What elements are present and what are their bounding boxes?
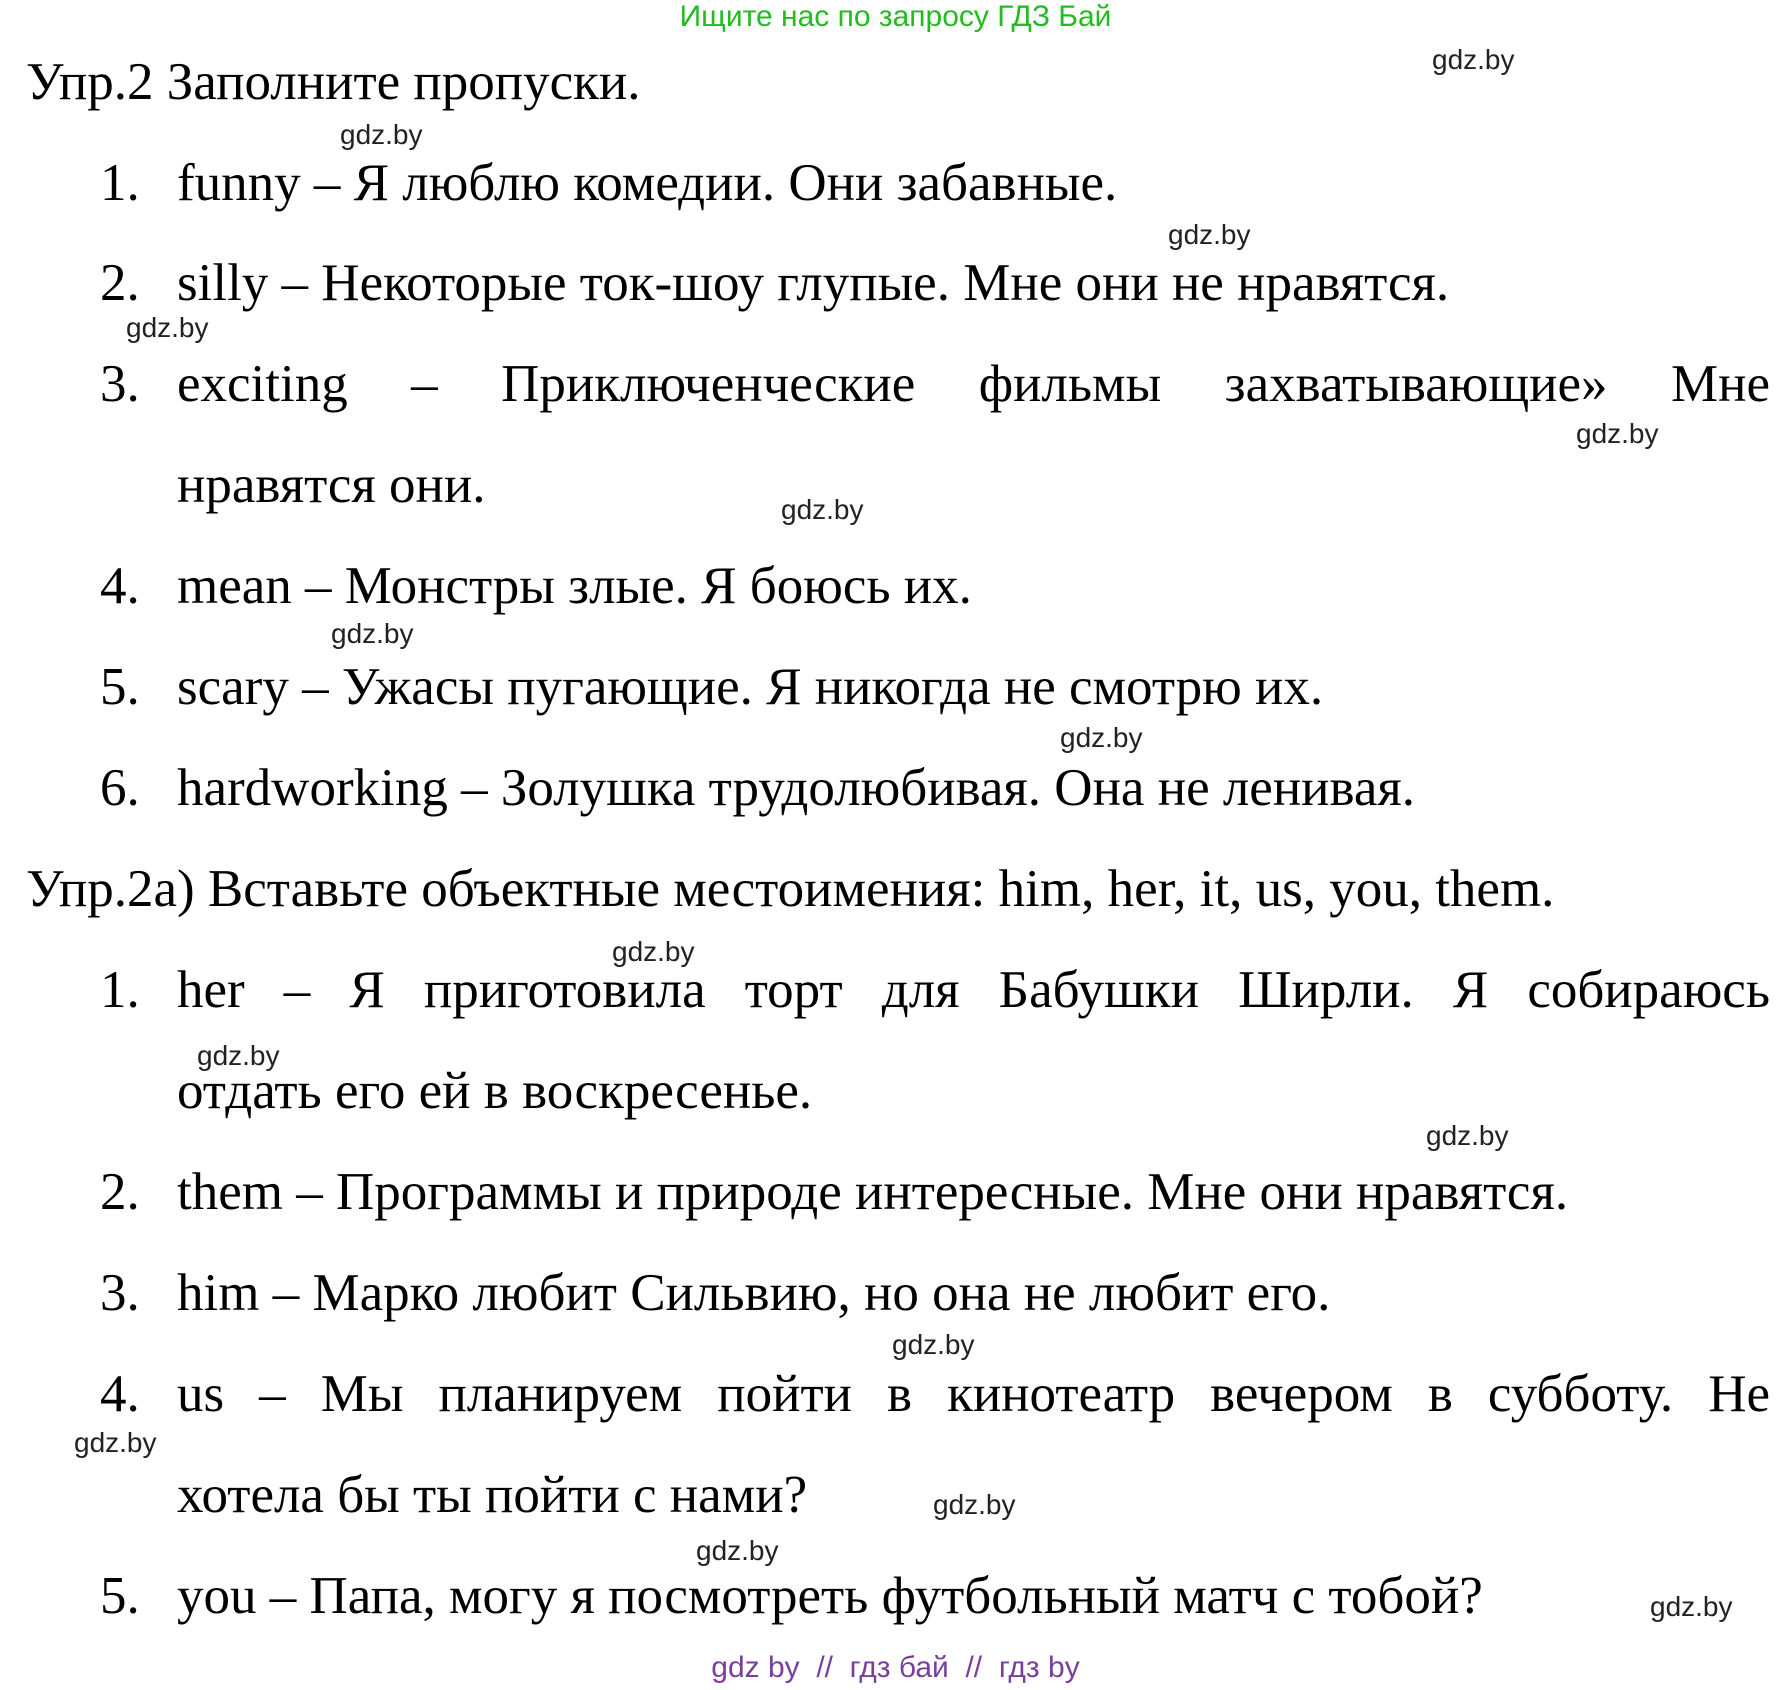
item-number: 3. [100,355,140,413]
item-number: 2. [100,1163,140,1221]
item-text: them – Программы и природе интересные. Мне они нравятся. [177,1163,1569,1221]
footer-links: gdz by // гдз бай // гдз by [711,1651,1080,1684]
item-text: him – Марко любит Сильвию, но она не любит его. [177,1264,1331,1322]
item-text: mean – Монстры злые. Я боюсь их. [177,557,972,615]
watermark: gdz.by [331,618,414,649]
item-number: 2. [100,254,140,312]
item-text: exciting – Приключенческие фильмы захватывающие» Мне [177,355,1770,413]
item-text: you – Папа, могу я посмотреть футбольный матч с тобой? [177,1567,1483,1625]
item-text: her – Я приготовила торт для Бабушки Ширли. Я собираюсь [177,961,1770,1019]
watermark: gdz.by [1426,1120,1509,1151]
item-text: hardworking – Золушка трудолюбивая. Она не ленивая. [177,759,1416,817]
watermark: gdz.by [1650,1591,1733,1622]
item-number: 3. [100,1264,140,1322]
watermark: gdz.by [1060,722,1143,753]
watermark: gdz.by [1432,44,1515,75]
section2-heading: Упр.2а) Вставьте объектные местоимения: him, her, it, us, you, them. [26,860,1555,918]
section1-heading: Упр.2 Заполните пропуски. [26,53,641,111]
item-text: silly – Некоторые ток-шоу глупые. Мне они не нравятся. [177,254,1450,312]
item-number: 4. [100,1365,140,1423]
watermark: gdz.by [197,1040,280,1071]
top-banner: Ищите нас по запросу ГДЗ Бай [679,0,1112,33]
item-text: us – Мы планируем пойти в кинотеатр вечером в субботу. Не [177,1365,1770,1423]
item-number: 4. [100,557,140,615]
item-continuation: отдать его ей в воскресенье. [177,1062,813,1120]
watermark: gdz.by [781,494,864,525]
item-text: scary – Ужасы пугающие. Я никогда не смотрю их. [177,658,1324,716]
item-number: 1. [100,154,140,212]
item-text: funny – Я люблю комедии. Они забавные. [177,154,1118,212]
item-number: 5. [100,1567,140,1625]
watermark: gdz.by [1576,418,1659,449]
watermark: gdz.by [74,1427,157,1458]
item-number: 5. [100,658,140,716]
watermark: gdz.by [933,1489,1016,1520]
item-continuation: нравятся они. [177,456,486,514]
watermark: gdz.by [126,312,209,343]
watermark: gdz.by [340,119,423,150]
item-number: 6. [100,759,140,817]
watermark: gdz.by [612,936,695,967]
item-continuation: хотела бы ты пойти с нами? [177,1466,808,1524]
item-number: 1. [100,961,140,1019]
watermark: gdz.by [696,1535,779,1566]
watermark: gdz.by [1168,219,1251,250]
watermark: gdz.by [892,1329,975,1360]
